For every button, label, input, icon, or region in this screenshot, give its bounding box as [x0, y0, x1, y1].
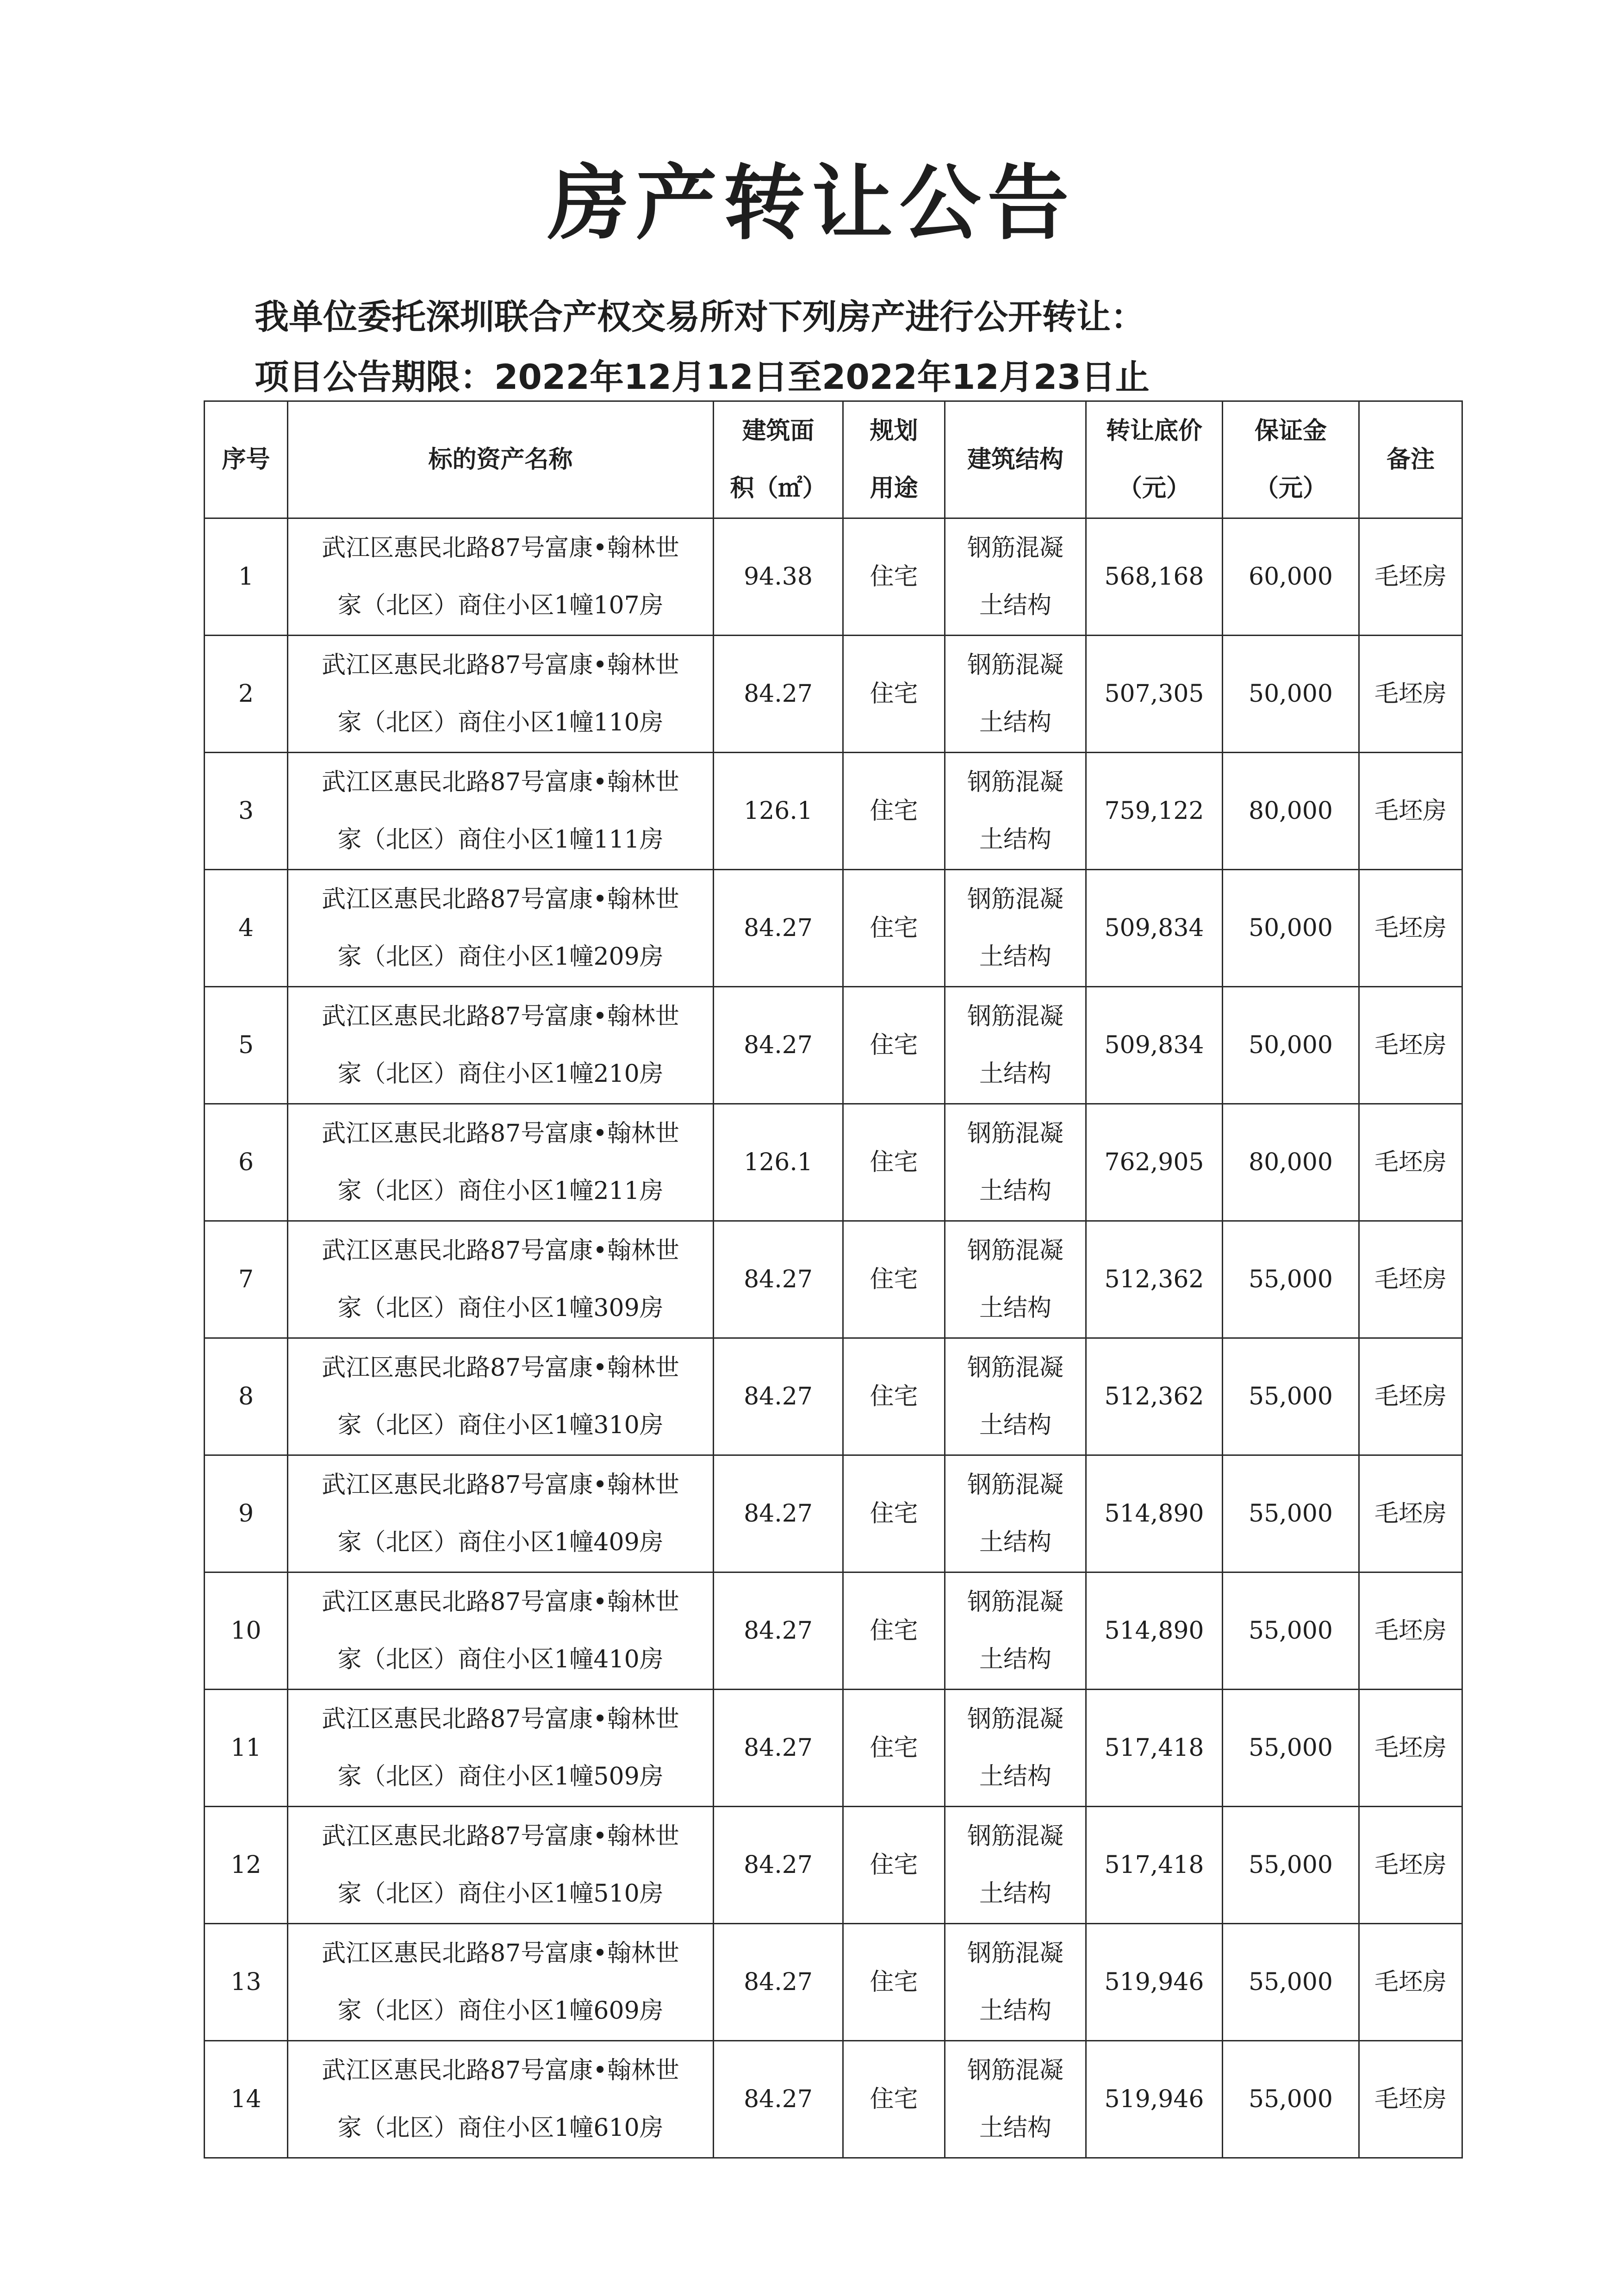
property-table-container: [204, 400, 1447, 2159]
asset-name-line2: 家（北区）商住小区1幢509房: [337, 1763, 664, 1791]
table-row: [205, 870, 1462, 987]
cell-remark: 毛坯房: [1359, 1690, 1462, 1807]
asset-name-line1: 武江区惠民北路87号富康•翰林世: [322, 1354, 679, 1382]
cell-asset-name: [288, 987, 714, 1104]
table-header-row: [205, 401, 1462, 518]
cell-asset-name: [288, 1690, 714, 1807]
cell-use: 住宅: [843, 1924, 945, 2041]
asset-name-line2: 家（北区）商住小区1幢510房: [337, 1880, 664, 1908]
asset-name-line1: 武江区惠民北路87号富康•翰林世: [322, 1471, 679, 1499]
cell-structure: [945, 1455, 1086, 1572]
cell-area: 84.27: [714, 636, 843, 753]
table-row: [205, 1807, 1462, 1924]
property-table: [204, 400, 1463, 2159]
cell-index: 6: [205, 1104, 288, 1221]
cell-asset-name: [288, 2041, 714, 2158]
cell-deposit: 50,000: [1223, 636, 1359, 753]
cell-index: 3: [205, 753, 288, 870]
cell-reserve-price: 519,946: [1086, 1924, 1223, 2041]
structure-line1: 钢筋混凝: [967, 1120, 1063, 1148]
structure-line1: 钢筋混凝: [967, 1705, 1063, 1733]
header-deposit: 保证金 （元）: [1223, 401, 1359, 518]
cell-deposit: 55,000: [1223, 1455, 1359, 1572]
cell-reserve-price: 762,905: [1086, 1104, 1223, 1221]
cell-deposit: 60,000: [1223, 518, 1359, 636]
header-building-area: 建筑面 积（㎡）: [714, 401, 843, 518]
structure-line1: 钢筋混凝: [967, 2057, 1063, 2084]
asset-name-line2: 家（北区）商住小区1幢210房: [337, 1060, 664, 1088]
cell-structure: [945, 518, 1086, 636]
structure-line1: 钢筋混凝: [967, 1354, 1063, 1382]
cell-remark: 毛坯房: [1359, 2041, 1462, 2158]
structure-line2: 土结构: [979, 709, 1051, 736]
cell-index: 12: [205, 1807, 288, 1924]
cell-reserve-price: 517,418: [1086, 1807, 1223, 1924]
structure-line1: 钢筋混凝: [967, 1822, 1063, 1850]
cell-remark: 毛坯房: [1359, 518, 1462, 636]
asset-name-line1: 武江区惠民北路87号富康•翰林世: [322, 1940, 679, 1967]
asset-name-line1: 武江区惠民北路87号富康•翰林世: [322, 886, 679, 913]
cell-use: 住宅: [843, 1690, 945, 1807]
cell-structure: [945, 1924, 1086, 2041]
cell-deposit: 55,000: [1223, 1572, 1359, 1690]
cell-reserve-price: 509,834: [1086, 870, 1223, 987]
cell-structure: [945, 1690, 1086, 1807]
cell-deposit: 80,000: [1223, 753, 1359, 870]
cell-deposit: 80,000: [1223, 1104, 1359, 1221]
asset-name-line2: 家（北区）商住小区1幢211房: [337, 1177, 664, 1205]
asset-name-line2: 家（北区）商住小区1幢309房: [337, 1294, 664, 1322]
table-row: [205, 753, 1462, 870]
asset-name-line2: 家（北区）商住小区1幢310房: [337, 1411, 664, 1439]
asset-name-line1: 武江区惠民北路87号富康•翰林世: [322, 651, 679, 679]
asset-name-line1: 武江区惠民北路87号富康•翰林世: [322, 2057, 679, 2084]
table-row: [205, 987, 1462, 1104]
cell-area: 126.1: [714, 753, 843, 870]
structure-line1: 钢筋混凝: [967, 534, 1063, 562]
cell-area: 94.38: [714, 518, 843, 636]
structure-line1: 钢筋混凝: [967, 1471, 1063, 1499]
structure-line1: 钢筋混凝: [967, 651, 1063, 679]
cell-deposit: 55,000: [1223, 1924, 1359, 2041]
cell-index: 1: [205, 518, 288, 636]
cell-structure: [945, 2041, 1086, 2158]
cell-remark: 毛坯房: [1359, 870, 1462, 987]
cell-asset-name: [288, 1455, 714, 1572]
cell-use: 住宅: [843, 870, 945, 987]
cell-index: 13: [205, 1924, 288, 2041]
cell-use: 住宅: [843, 1338, 945, 1455]
cell-deposit: 55,000: [1223, 1221, 1359, 1338]
cell-area: 84.27: [714, 1924, 843, 2041]
header-index: 序号: [205, 401, 288, 518]
cell-structure: [945, 1807, 1086, 1924]
cell-reserve-price: 759,122: [1086, 753, 1223, 870]
asset-name-line2: 家（北区）商住小区1幢409房: [337, 1529, 664, 1556]
cell-index: 5: [205, 987, 288, 1104]
cell-index: 11: [205, 1690, 288, 1807]
header-structure: 建筑结构: [945, 401, 1086, 518]
cell-area: 126.1: [714, 1104, 843, 1221]
table-row: [205, 1455, 1462, 1572]
cell-remark: 毛坯房: [1359, 1221, 1462, 1338]
cell-use: 住宅: [843, 987, 945, 1104]
cell-use: 住宅: [843, 2041, 945, 2158]
cell-use: 住宅: [843, 1455, 945, 1572]
cell-reserve-price: 512,362: [1086, 1338, 1223, 1455]
cell-structure: [945, 636, 1086, 753]
cell-deposit: 50,000: [1223, 987, 1359, 1104]
cell-structure: [945, 1221, 1086, 1338]
cell-area: 84.27: [714, 1455, 843, 1572]
cell-asset-name: [288, 1572, 714, 1690]
asset-name-line1: 武江区惠民北路87号富康•翰林世: [322, 534, 679, 562]
structure-line2: 土结构: [979, 826, 1051, 854]
asset-name-line1: 武江区惠民北路87号富康•翰林世: [322, 1237, 679, 1265]
cell-area: 84.27: [714, 2041, 843, 2158]
announcement-period: 项目公告期限：2022年12月12日至2022年12月23日止: [255, 357, 1150, 397]
structure-line1: 钢筋混凝: [967, 886, 1063, 913]
intro-statement: 我单位委托深圳联合产权交易所对下列房产进行公开转让：: [255, 297, 1145, 337]
structure-line1: 钢筋混凝: [967, 768, 1063, 796]
cell-area: 84.27: [714, 870, 843, 987]
cell-deposit: 50,000: [1223, 870, 1359, 987]
cell-asset-name: [288, 636, 714, 753]
cell-reserve-price: 509,834: [1086, 987, 1223, 1104]
cell-remark: 毛坯房: [1359, 1104, 1462, 1221]
header-remark: 备注: [1359, 401, 1462, 518]
cell-index: 4: [205, 870, 288, 987]
cell-asset-name: [288, 870, 714, 987]
structure-line1: 钢筋混凝: [967, 1237, 1063, 1265]
structure-line2: 土结构: [979, 1529, 1051, 1556]
cell-remark: 毛坯房: [1359, 1807, 1462, 1924]
cell-remark: 毛坯房: [1359, 636, 1462, 753]
structure-line2: 土结构: [979, 1997, 1051, 2025]
table-row: [205, 1690, 1462, 1807]
cell-reserve-price: 507,305: [1086, 636, 1223, 753]
header-asset-name: 标的资产名称: [288, 401, 714, 518]
cell-remark: 毛坯房: [1359, 1572, 1462, 1690]
header-planned-use: 规划 用途: [843, 401, 945, 518]
cell-structure: [945, 987, 1086, 1104]
table-row: [205, 2041, 1462, 2158]
cell-reserve-price: 568,168: [1086, 518, 1223, 636]
cell-area: 84.27: [714, 987, 843, 1104]
cell-remark: 毛坯房: [1359, 1924, 1462, 2041]
structure-line2: 土结构: [979, 1646, 1051, 1673]
asset-name-line2: 家（北区）商住小区1幢111房: [337, 826, 664, 854]
cell-structure: [945, 1572, 1086, 1690]
cell-reserve-price: 519,946: [1086, 2041, 1223, 2158]
asset-name-line1: 武江区惠民北路87号富康•翰林世: [322, 1705, 679, 1733]
structure-line2: 土结构: [979, 592, 1051, 619]
asset-name-line2: 家（北区）商住小区1幢410房: [337, 1646, 664, 1673]
cell-remark: 毛坯房: [1359, 1338, 1462, 1455]
table-row: [205, 1338, 1462, 1455]
structure-line2: 土结构: [979, 2114, 1051, 2142]
cell-use: 住宅: [843, 1221, 945, 1338]
structure-line1: 钢筋混凝: [967, 1003, 1063, 1030]
cell-asset-name: [288, 753, 714, 870]
cell-deposit: 55,000: [1223, 2041, 1359, 2158]
cell-use: 住宅: [843, 1104, 945, 1221]
asset-name-line1: 武江区惠民北路87号富康•翰林世: [322, 1120, 679, 1148]
cell-index: 2: [205, 636, 288, 753]
cell-reserve-price: 517,418: [1086, 1690, 1223, 1807]
cell-remark: 毛坯房: [1359, 1455, 1462, 1572]
table-row: [205, 1924, 1462, 2041]
page-title: 房产转让公告: [547, 156, 1076, 251]
table-row: [205, 1221, 1462, 1338]
asset-name-line1: 武江区惠民北路87号富康•翰林世: [322, 1588, 679, 1616]
cell-deposit: 55,000: [1223, 1690, 1359, 1807]
cell-asset-name: [288, 1924, 714, 2041]
table-body: [205, 518, 1462, 2158]
asset-name-line2: 家（北区）商住小区1幢610房: [337, 2114, 664, 2142]
cell-asset-name: [288, 1221, 714, 1338]
cell-structure: [945, 1338, 1086, 1455]
cell-reserve-price: 514,890: [1086, 1572, 1223, 1690]
structure-line2: 土结构: [979, 1060, 1051, 1088]
cell-use: 住宅: [843, 753, 945, 870]
asset-name-line2: 家（北区）商住小区1幢209房: [337, 943, 664, 971]
header-reserve-price: 转让底价 （元）: [1086, 401, 1223, 518]
cell-index: 7: [205, 1221, 288, 1338]
cell-area: 84.27: [714, 1572, 843, 1690]
asset-name-line2: 家（北区）商住小区1幢107房: [337, 592, 664, 619]
cell-asset-name: [288, 1807, 714, 1924]
cell-use: 住宅: [843, 1572, 945, 1690]
table-row: [205, 518, 1462, 636]
cell-area: 84.27: [714, 1807, 843, 1924]
structure-line2: 土结构: [979, 1177, 1051, 1205]
structure-line2: 土结构: [979, 1763, 1051, 1791]
asset-name-line1: 武江区惠民北路87号富康•翰林世: [322, 768, 679, 796]
asset-name-line2: 家（北区）商住小区1幢609房: [337, 1997, 664, 2025]
cell-structure: [945, 1104, 1086, 1221]
structure-line2: 土结构: [979, 1411, 1051, 1439]
cell-asset-name: [288, 1104, 714, 1221]
cell-use: 住宅: [843, 1807, 945, 1924]
table-row: [205, 1572, 1462, 1690]
cell-remark: 毛坯房: [1359, 987, 1462, 1104]
cell-index: 8: [205, 1338, 288, 1455]
cell-structure: [945, 870, 1086, 987]
cell-use: 住宅: [843, 636, 945, 753]
table-row: [205, 636, 1462, 753]
cell-remark: 毛坯房: [1359, 753, 1462, 870]
structure-line2: 土结构: [979, 1880, 1051, 1908]
asset-name-line1: 武江区惠民北路87号富康•翰林世: [322, 1003, 679, 1030]
cell-index: 10: [205, 1572, 288, 1690]
asset-name-line1: 武江区惠民北路87号富康•翰林世: [322, 1822, 679, 1850]
cell-structure: [945, 753, 1086, 870]
cell-reserve-price: 512,362: [1086, 1221, 1223, 1338]
cell-index: 14: [205, 2041, 288, 2158]
cell-area: 84.27: [714, 1221, 843, 1338]
cell-area: 84.27: [714, 1690, 843, 1807]
cell-use: 住宅: [843, 518, 945, 636]
structure-line1: 钢筋混凝: [967, 1940, 1063, 1967]
cell-deposit: 55,000: [1223, 1338, 1359, 1455]
cell-area: 84.27: [714, 1338, 843, 1455]
cell-asset-name: [288, 518, 714, 636]
structure-line2: 土结构: [979, 1294, 1051, 1322]
table-row: [205, 1104, 1462, 1221]
structure-line2: 土结构: [979, 943, 1051, 971]
cell-asset-name: [288, 1338, 714, 1455]
structure-line1: 钢筋混凝: [967, 1588, 1063, 1616]
cell-deposit: 55,000: [1223, 1807, 1359, 1924]
cell-reserve-price: 514,890: [1086, 1455, 1223, 1572]
asset-name-line2: 家（北区）商住小区1幢110房: [337, 709, 664, 736]
cell-index: 9: [205, 1455, 288, 1572]
